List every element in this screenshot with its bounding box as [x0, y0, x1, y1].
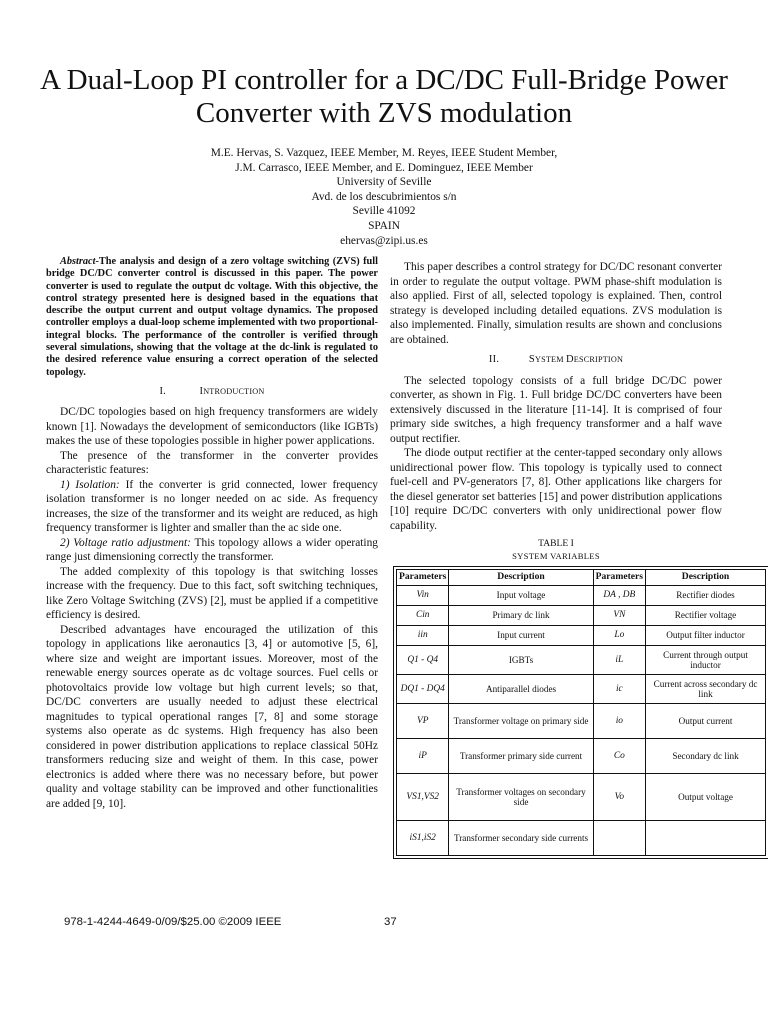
table-cell: Vo [593, 774, 645, 821]
system-paragraph-2: The diode output rectifier at the center-tapped secondary only allows unidirectional power flow. This topology is typically used to connect fuel-cell and PV-generators [7, 8]. Other applications like chargers for the diesel generator set batteries [15] and power distribution applications [10] require DC/DC converters with only unidirectional power flow capability. [390, 447, 722, 532]
table-header: Parameters [397, 570, 449, 586]
table-header: Description [449, 570, 593, 586]
table-cell: Co [593, 739, 645, 774]
paper-title: A Dual-Loop PI controller for a DC/DC Full-Bridge Power Converter with ZVS modulation [40, 64, 728, 129]
section-number: I. [159, 385, 167, 397]
table-cell: VN [593, 606, 645, 626]
footer-isbn: 978-1-4244-4649-0/09/$25.00 ©2009 IEEE [64, 916, 282, 928]
table-row [397, 675, 766, 704]
table-cell: io [593, 704, 645, 739]
table-cell: Current across secondary dc link [646, 675, 766, 704]
table-row [397, 606, 766, 626]
left-column [46, 256, 378, 811]
table-cell [593, 821, 645, 856]
table-row [397, 626, 766, 646]
table-cell [646, 821, 766, 856]
table-cell: Output filter inductor [646, 626, 766, 646]
system-variables-table [396, 569, 766, 856]
table-cell: Transformer voltages on secondary side [449, 774, 593, 821]
table-cell: Transformer primary side current [449, 739, 593, 774]
intro-paragraph-6: Described advantages have encouraged the utilization of this topology in applications like aeronautics [3, 4] or automotive [5, 6], where size and weight are important issues. Moreover, most of the renewable energy sources operate as dc voltage sources. Fuel cells or photovoltaics provide low voltage but high current levels; so that, DC/DC converters are usually needed to adjust these electrical magnitudes to typical operational ranges [7, 8] and some storage systems also operate as dc systems. High frequency has also been considered in power distribution applications to replace classical 50Hz transformers reducing size and weight of them. In this case, power electronics is added where there was no necessary before, but power quality and voltage stability can be improved and other functionalities are added [9, 10]. [46, 623, 378, 810]
page-number: 37 [384, 916, 397, 928]
table-cell: Transformer secondary side currents [449, 821, 593, 856]
table-cell: IGBTs [449, 646, 593, 675]
abstract [46, 256, 378, 379]
table-caption [390, 537, 722, 563]
table-cell: iL [593, 646, 645, 675]
table-cell: DA , DB [593, 586, 645, 606]
country: SPAIN [368, 219, 400, 232]
table-cell: Input voltage [449, 586, 593, 606]
intro-paragraph-5: The added complexity of this topology is that switching losses increase with the frequency. Due to this fact, soft switching techniques, like Zero Voltage Switching (ZVS) [2], must be applied if a competitive efficiency is desired. [46, 565, 378, 622]
table-cell: Rectifier diodes [646, 586, 766, 606]
table-cell: VS1,VS2 [397, 774, 449, 821]
right-column [390, 260, 758, 856]
table-cell: DQ1 - DQ4 [397, 675, 449, 704]
intro-paragraph-2: The presence of the transformer in the converter provides characteristic features: [46, 449, 378, 477]
address-line-1: Avd. de los descubrimientos s/n [311, 190, 457, 203]
table-row [397, 586, 766, 606]
table-header: Description [646, 570, 766, 586]
address-line-2: Seville 41092 [352, 205, 416, 218]
author-email: ehervas@zipi.us.es [340, 234, 428, 247]
intro-paragraph-1: DC/DC topologies based on high frequency transformers are widely known [1]. Nowadays the development of semiconductors (like IGBTs) makes the use of these topologies possible in higher power applications. [46, 406, 378, 448]
author-line-2: J.M. Carrasco, IEEE Member, and E. Dominguez, IEEE Member [235, 161, 533, 174]
table-cell: Transformer voltage on primary side [449, 704, 593, 739]
intro-paragraph-3: 1) Isolation: If the converter is grid connected, lower frequency isolation transformer is no longer needed on ac side. As frequency increases, the size of the transformer and its weight are reduced, as high frequency transformer is lighter and smaller than the ac side one. [46, 478, 378, 535]
table-row [397, 739, 766, 774]
table-cell: Primary dc link [449, 606, 593, 626]
table-cell: Q1 - Q4 [397, 646, 449, 675]
table-title: SYSTEM VARIABLES [512, 551, 600, 561]
section-number: II. [488, 354, 500, 365]
table-row [397, 704, 766, 739]
table-cell: Secondary dc link [646, 739, 766, 774]
table-header-row [397, 570, 766, 586]
table-label: TABLE I [538, 538, 574, 549]
table-row [397, 821, 766, 856]
table-cell: Lo [593, 626, 645, 646]
table-cell: Output current [646, 704, 766, 739]
section-heading-system-description: II. SYSTEM DESCRIPTION [390, 353, 722, 368]
table-cell: iS1,iS2 [397, 821, 449, 856]
table-cell: Rectifier voltage [646, 606, 766, 626]
section-heading-introduction: I. INTRODUCTION [46, 385, 378, 400]
table-header: Parameters [593, 570, 645, 586]
affiliation: University of Seville [336, 176, 432, 189]
table-cell: Cin [397, 606, 449, 626]
table-cell: iin [397, 626, 449, 646]
abstract-label: Abstract- [60, 256, 99, 267]
table-cell: iP [397, 739, 449, 774]
table-cell: Input current [449, 626, 593, 646]
table-cell: Vin [397, 586, 449, 606]
table-cell: Antiparallel diodes [449, 675, 593, 704]
abstract-text: The analysis and design of a zero voltage switching (ZVS) full bridge DC/DC converter control is discussed in this paper. The power converter is used to regulate the output dc voltage. With this objective, the control strategy presented here is designed based in the equations that describe the output current and output voltage dynamics. The proposed controller employs a dual-loop scheme implemented with two proportional-integral blocks. The performance of the controller is verified through several simulations, showing that the voltage at the dc-link is regulated to the desired reference value ensuring a correct operation of the selected topology. [46, 256, 378, 378]
table-cell: ic [593, 675, 645, 704]
intro-paragraph-4: 2) Voltage ratio adjustment: This topology allows a wider operating range just dimensioning correctly the transformer. [46, 536, 378, 564]
table-row [397, 774, 766, 821]
author-line-1: M.E. Hervas, S. Vazquez, IEEE Member, M. Reyes, IEEE Student Member, [210, 147, 558, 159]
table-cell: Current through output inductor [646, 646, 766, 675]
table-row [397, 646, 766, 675]
intro-continuation: This paper describes a control strategy for DC/DC resonant converter in order to regulate the output voltage. PWM phase-shift modulation is also applied. First of all, selected topology is explained. Then, control strategy is developed including detailed equations. ZVS modulation is also implemented. Finally, simulation results are shown and conclusions are obtained. [390, 261, 722, 346]
table-cell: VP [397, 704, 449, 739]
author-block [100, 146, 668, 248]
system-paragraph-1: The selected topology consists of a full bridge DC/DC power converter, as shown in Fig. 1. Full bridge DC/DC converters have been extensively discussed in the literature [11-14]. It is comprised of four primary side switches, a high frequency transformer and a half wave output rectifier. [390, 374, 722, 445]
table-cell: Output voltage [646, 774, 766, 821]
